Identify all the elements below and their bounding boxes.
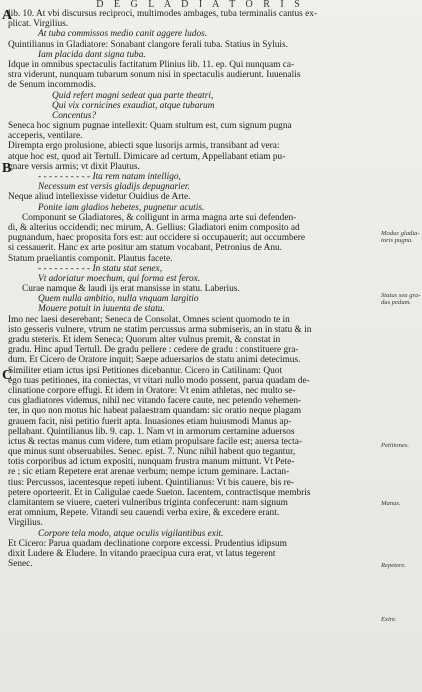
- text-line: atque hoc est, quod ait Tertull. Dimicare ad certum, Appellabant etiam pu-: [8, 151, 286, 162]
- text-line: Mouere potuit in iuuenta de statu.: [38, 304, 165, 315]
- margin-mark-a: A: [2, 8, 13, 23]
- text-line: Quintilianus in Gladiatore: Sonabant clangore ferali tuba. Statius in Syluis.: [8, 39, 289, 50]
- side-note-line: toris pugna.: [381, 237, 413, 245]
- side-note-petitiones: Petitiones.: [381, 442, 410, 449]
- text-line: lib. 10. At vbi discursus reciproci, multimodes ambages, tuba terminalis cantus ex-: [8, 9, 318, 19]
- text-line: ictus & rectas manus cum videre, tum etiam propulsare facile est; auersa tecta-: [8, 436, 302, 447]
- text-line: totis corporibus ad ictum expositi, nunquam frustra manum mittunt. Vt Pete-: [8, 457, 295, 468]
- text-line: Componunt se Gladiatores, & colligunt in arma magna arte sui defenden-: [22, 212, 297, 223]
- margin-mark-b: B: [2, 161, 12, 176]
- text-line: Quem nulla ambitio, nulla vnquam largitio: [38, 294, 199, 305]
- side-note-line: Modus gladia-: [381, 230, 420, 237]
- text-line: Seneca hoc signum pugnae intellexit: Quam stultum est, cum signum pugna: [8, 121, 292, 132]
- body-text: [8, 9, 376, 569]
- text-line: Imo nec laesi deserebant; Seneca de Consolat. Omnes scient quomodo te in: [8, 314, 290, 325]
- text-line: clinatione corpore effugi. Et idem in Oratore: Vt enim athletas, nec multo se-: [8, 385, 296, 396]
- side-note-repetere: Repetere.: [381, 562, 406, 569]
- text-line: gnare versis armis; vt dixit Plautus.: [8, 161, 140, 172]
- side-note-line: Status seu gra-: [381, 292, 421, 299]
- text-line: clamitantem se viuere, caeteri vulneribus triginta confecerunt: nam signum: [8, 498, 288, 508]
- text-line: Necessum est versis gladijs depugnarier.: [38, 182, 190, 193]
- text-line: Et Cicero: Parua quadam declinatione corpore excessi. Prudentius idipsum: [8, 538, 287, 549]
- text-line: Neque aliud intellexisse videtur Ouidius de Arte.: [8, 192, 191, 203]
- text-line: Concentus?: [52, 110, 97, 121]
- margin-mark-c: C: [2, 368, 13, 383]
- text-line: gradu. Hinc apud Tertull. De gradu pellere : cedere de gradu : constituere gra-: [8, 345, 299, 356]
- text-line: tius: Percussos, iacentesque repeti iubent. Quintilianus: Vt bis cauere, bis re-: [8, 477, 295, 488]
- text-line: erat omnium, Repete. Vitandi seu cauendi verba exire, & excedere erant.: [8, 508, 280, 519]
- text-line: re ; sic etiam Repetere erat arenae verbum; nempe ictum geminare. Lactan-: [8, 467, 290, 478]
- side-note-line: dus pedum.: [381, 299, 412, 307]
- text-line: - - - - - - - - - - Ita rem natam intelligo,: [38, 172, 181, 182]
- text-line: de Senum incommodis.: [8, 80, 96, 91]
- text-line: que minus sunt obseruabiles. Senec. epist. 7. Nunc nihil habent quo tegantur,: [8, 447, 296, 458]
- text-line: gradu steteris. Et idem Seneca; Quorum alter vulnus premit, & constat in: [8, 335, 281, 345]
- text-line: Dirempta ergo prolusione, abiecti sque lusorijs armis, transibant ad vera:: [8, 141, 280, 152]
- text-line: pugnandum, haec proposita fors est: aut occidere si occupauerit; aut occumbere: [8, 233, 306, 244]
- text-line: stra viderunt, nunquam tubarum sonum nisi in spectaculis audierunt. Iuuenalis: [8, 70, 301, 81]
- text-line: dum. Et Cicero de Oratore inquit; Saepe aduersarios de statu animi detecimus.: [8, 355, 301, 366]
- side-note-status: [381, 292, 421, 307]
- text-line: cus gladiatores videmus, nihil nec vitando facere caute, nec petendo vehemen-: [8, 396, 302, 407]
- text-line: Curae namque & laudi ijs erat mansisse in statu. Laberius.: [22, 284, 240, 295]
- text-line: - - - - - - - - - - In statu stat senex,: [38, 263, 163, 274]
- text-line: At tuba commissos medio canit aggere ludos.: [38, 29, 208, 40]
- text-line: Corpore tela modo, atque oculis vigilantibus exit.: [38, 528, 224, 539]
- text-line: Ponite iam gladios hebetes, pugnetur acutis.: [38, 202, 205, 213]
- text-line: di, & alterius occidendi; nec mirum, A. Gellius: Gladiatori enim composito ad: [8, 222, 300, 233]
- text-line: Similiter etiam ictus ipsi Petitiones dicebantur. Cicero in Catilinam: Quot: [8, 365, 283, 376]
- text-line: petere oporteerit. Et in Caligulae caede Sueton. Iacentem, contractisque membris: [8, 487, 311, 498]
- text-line: isto gesseris vulnere, vtrum ne statim percussus arma submiseris, an in statu & in: [8, 324, 312, 335]
- text-line: si cessauerit. Hanc ex arte positur am statum vocabant, Petronius de Anu.: [8, 243, 283, 254]
- text-line: Virgilius.: [8, 518, 43, 529]
- text-line: Iam placida dant signa tuba.: [38, 49, 146, 60]
- text-line: grauem facit, nisi petitio fuerit apta. Inuasiones etiam huiusmodi Manus ap-: [8, 416, 292, 427]
- text-line: Statum praeliantis componit. Plautus facete.: [8, 253, 173, 264]
- text-line: ego tuas petitiones, ita coniectas, vt vitari nullo modo possent, parua quadam de-: [8, 375, 310, 386]
- text-line: pellabant. Quintilianus lib. 9. cap. 1. Nam vt in armorum certamine aduersos: [8, 426, 295, 437]
- text-line: Vt adoriatur moechum, qui forma est ferox.: [38, 273, 201, 284]
- running-header: D E G L A D I A T O R I S: [96, 0, 304, 10]
- text-line: Qui vix cornicines exaudiat, atque tubarum: [52, 100, 215, 111]
- text-line: Quid refert magni sedeat qua parte theatri,: [52, 90, 214, 101]
- text-line: ter, in quo non motus hic habeat palaestram quandam: sic oratio neque plagam: [8, 406, 302, 417]
- side-note-manus: Manus.: [381, 500, 401, 507]
- text-line: acceperis, ventilare.: [8, 131, 83, 142]
- text-line: dixit Ludere & Eludere. In vitando praecipua cura erat, vt latus tegerent: [8, 548, 276, 559]
- side-note-modus: [381, 230, 421, 245]
- side-note-exire: Exire.: [381, 616, 397, 623]
- text-line: Senec.: [8, 559, 33, 570]
- text-line: Idque in omnibus spectaculis factitatum Plinius lib. 11. ep. Qui nunquam ca-: [8, 59, 295, 70]
- text-line: plicat. Virgilius.: [8, 19, 69, 30]
